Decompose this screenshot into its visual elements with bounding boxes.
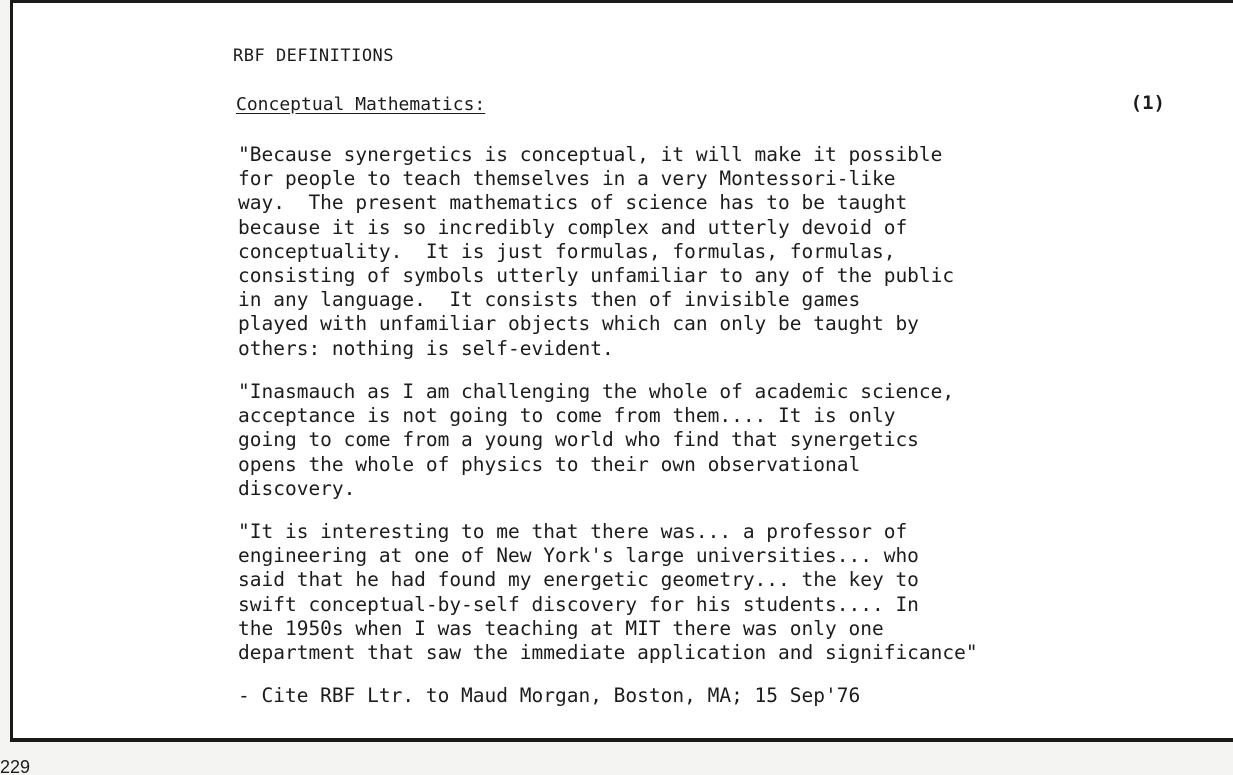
citation: - Cite RBF Ltr. to Maud Morgan, Boston, MA; 15 Sep'76 bbox=[238, 684, 861, 707]
quote-paragraph: "It is interesting to me that there was... a professor of engineering at one of New York's large universities... who said that he had found my energetic geometry... the key to swift conceptual-by-self discovery for his students.... In the 1950s when I was teaching at MIT there was only one department that saw the immediate application and significance" bbox=[238, 520, 978, 665]
quote-paragraph: "Because synergetics is conceptual, it will make it possible for people to teach themselves in a very Montessori-like way. The present mathematics of science has to be taught because it is so incredibly complex and utterly devoid of conceptuality. It is just formulas, formulas, formulas, consisting of symbols utterly unfamiliar to any of the public in any language. It consists then of invisible games played with unfamiliar objects which can only be taught by others: nothing is self-evident. bbox=[238, 143, 955, 360]
page-number: 229 bbox=[0, 757, 31, 775]
section-title: RBF DEFINITIONS bbox=[233, 46, 395, 66]
quote-paragraph: "Inasmauch as I am challenging the whole of academic science, acceptance is not going to come from them.... It is only going to come from a young world who find that synergetics opens the whole of physics to their own observational discovery. bbox=[238, 380, 955, 500]
definition-term: Conceptual Mathematics: bbox=[236, 94, 486, 115]
page-reference: (1) bbox=[1130, 92, 1165, 114]
page-margin bbox=[0, 0, 10, 745]
